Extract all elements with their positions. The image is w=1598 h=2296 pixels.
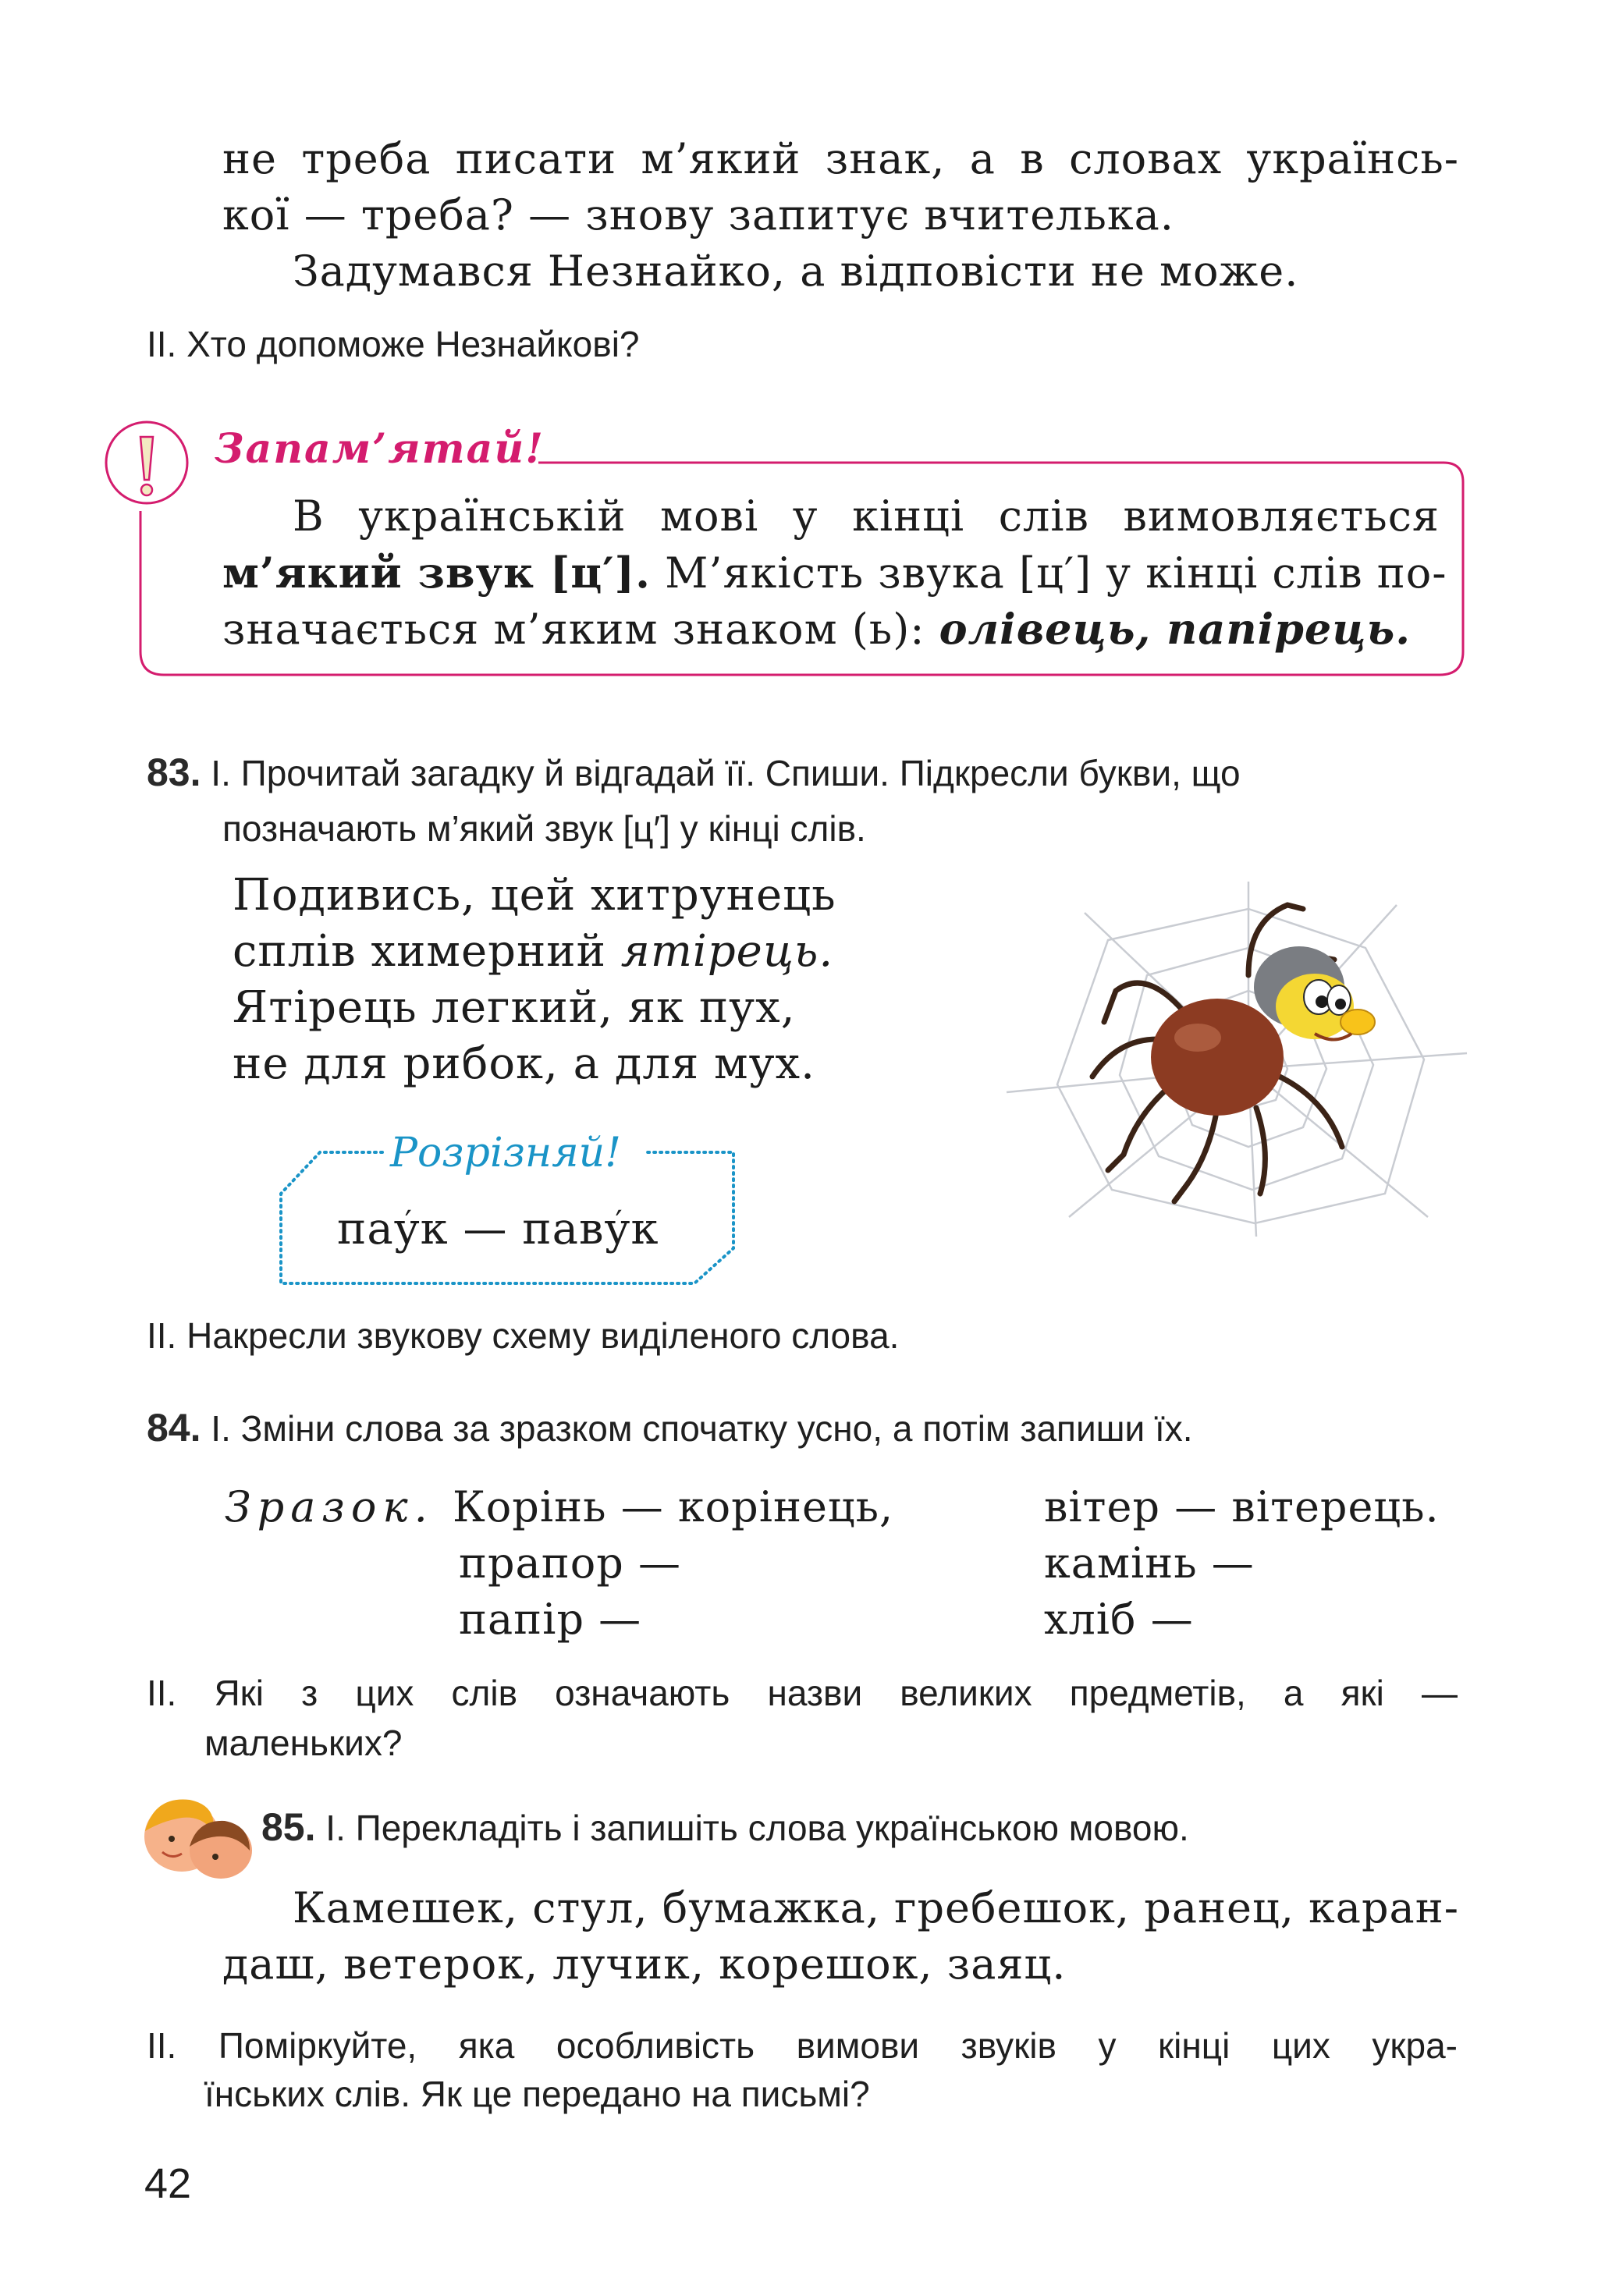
ex84-task-1-text: І. Зміни слова за зразком спочатку усно, а потім запиши їх.: [211, 1408, 1193, 1449]
ex84-left-column: [453, 1479, 893, 1648]
ex84-task-1: [147, 1404, 1193, 1452]
ex85-task-2-line-1: ІІ. Поміркуйте, яка особливість вимови звуків у кінці цих укра-: [147, 2025, 1458, 2066]
riddle-poem: [233, 868, 836, 1092]
rule-line-2: [222, 545, 1447, 602]
word-1-part-c: к: [420, 1204, 449, 1254]
ex83-task-2: ІІ. Накресли звукову схему виділеного слова.: [147, 1315, 900, 1356]
poem-line-2-a: сплів химерний: [233, 926, 621, 977]
intro-task-text: Хто допоможе Незнайкові?: [186, 324, 640, 364]
distinguish-title: Розрізняй!: [390, 1130, 622, 1176]
exclamation-icon: [106, 422, 187, 503]
intro-line-2: кої — треба? — знову запитує вчителька.: [222, 190, 1174, 240]
ex85-task-1-text: І. Перекладіть і запишіть слова українською мовою.: [325, 1808, 1189, 1848]
ex84-row-1-left: Корінь — корінець,: [453, 1482, 894, 1531]
ex84-row-2-right: камінь —: [1044, 1538, 1255, 1588]
ex83-task-1-text: І. Прочитай загадку й відгадай її. Спиши. Підкресли букви, що: [211, 753, 1241, 793]
word-2-stressed: у ′: [605, 1204, 631, 1254]
rule-examples: олівець, папірець.: [939, 604, 1412, 654]
rule-line-1: В українській мові у кінці слів вимовляється: [293, 491, 1440, 541]
ex84-row-3-left: папір —: [459, 1595, 642, 1644]
roman-numeral: II.: [147, 324, 177, 364]
highlighted-word: ятірець.: [620, 926, 834, 977]
ex85-number: 85.: [261, 1805, 316, 1849]
ex85-task-2-line-2: їнських слів. Як це передано на письмі?: [204, 2074, 870, 2114]
ex84-row-3-right: хліб —: [1044, 1595, 1194, 1644]
word-1-part-a: па: [337, 1204, 394, 1254]
poem-line-3: Ятірець легкий, як пух,: [233, 982, 796, 1033]
rule-soft-sound: м’який звук [ц′].: [222, 548, 651, 598]
ex84-task-2-line-2: маленьких?: [204, 1723, 403, 1763]
rule-box-title: Запам’ятай!: [215, 425, 545, 473]
word-2-part-a: пав: [522, 1204, 605, 1254]
ex85-task-1: [261, 1804, 1189, 1851]
ex84-right-column: [1044, 1479, 1440, 1648]
sample-label: Зразок.: [225, 1482, 434, 1531]
ex83-task-1: [147, 749, 1458, 797]
dash: —: [448, 1204, 523, 1254]
spider-on-web-icon: [991, 874, 1475, 1240]
rule-line-2-rest: М’якість звука [ц′] у кінці слів по-: [665, 548, 1447, 598]
ex84-row-1-right: вітер — вітерець.: [1044, 1482, 1440, 1531]
intro-line-3: Задумався Незнайко, а відповісти не може.: [293, 247, 1299, 296]
word-1-stressed: у ′: [394, 1204, 421, 1254]
ex84-row-2-left: прапор —: [459, 1538, 681, 1588]
intro-task: [147, 321, 640, 367]
distinguish-words: [337, 1201, 659, 1258]
pair-work-icon: [139, 1788, 256, 1882]
rule-line-3: [222, 601, 1411, 658]
poem-line-4: не для рибок, а для мух.: [233, 1038, 815, 1089]
poem-line-1: Подивись, цей хитрунець: [233, 870, 836, 921]
word-2-part-c: к: [630, 1204, 659, 1254]
rule-line-3-text: значається м’яким знаком (ь):: [222, 605, 925, 654]
poem-line-2: [233, 924, 836, 980]
ex85-words-line-1: Камешек, стул, бумажка, гребешок, ранец, каран-: [293, 1883, 1459, 1932]
ex83-number: 83.: [147, 751, 201, 794]
intro-line-1: не треба писати м’який знак, а в словах українсь-: [222, 134, 1459, 183]
ex83-task-1b: позначають м’який звук [ц′] у кінці слів.: [222, 808, 866, 849]
page-number: 42: [144, 2160, 192, 2207]
ex84-task-2-line-1: ІІ. Які з цих слів означають назви великих предметів, а які —: [147, 1673, 1458, 1713]
ex85-words-line-2: даш, ветерок, лучик, корешок, заяц.: [222, 1939, 1067, 1989]
ex84-number: 84.: [147, 1406, 201, 1450]
